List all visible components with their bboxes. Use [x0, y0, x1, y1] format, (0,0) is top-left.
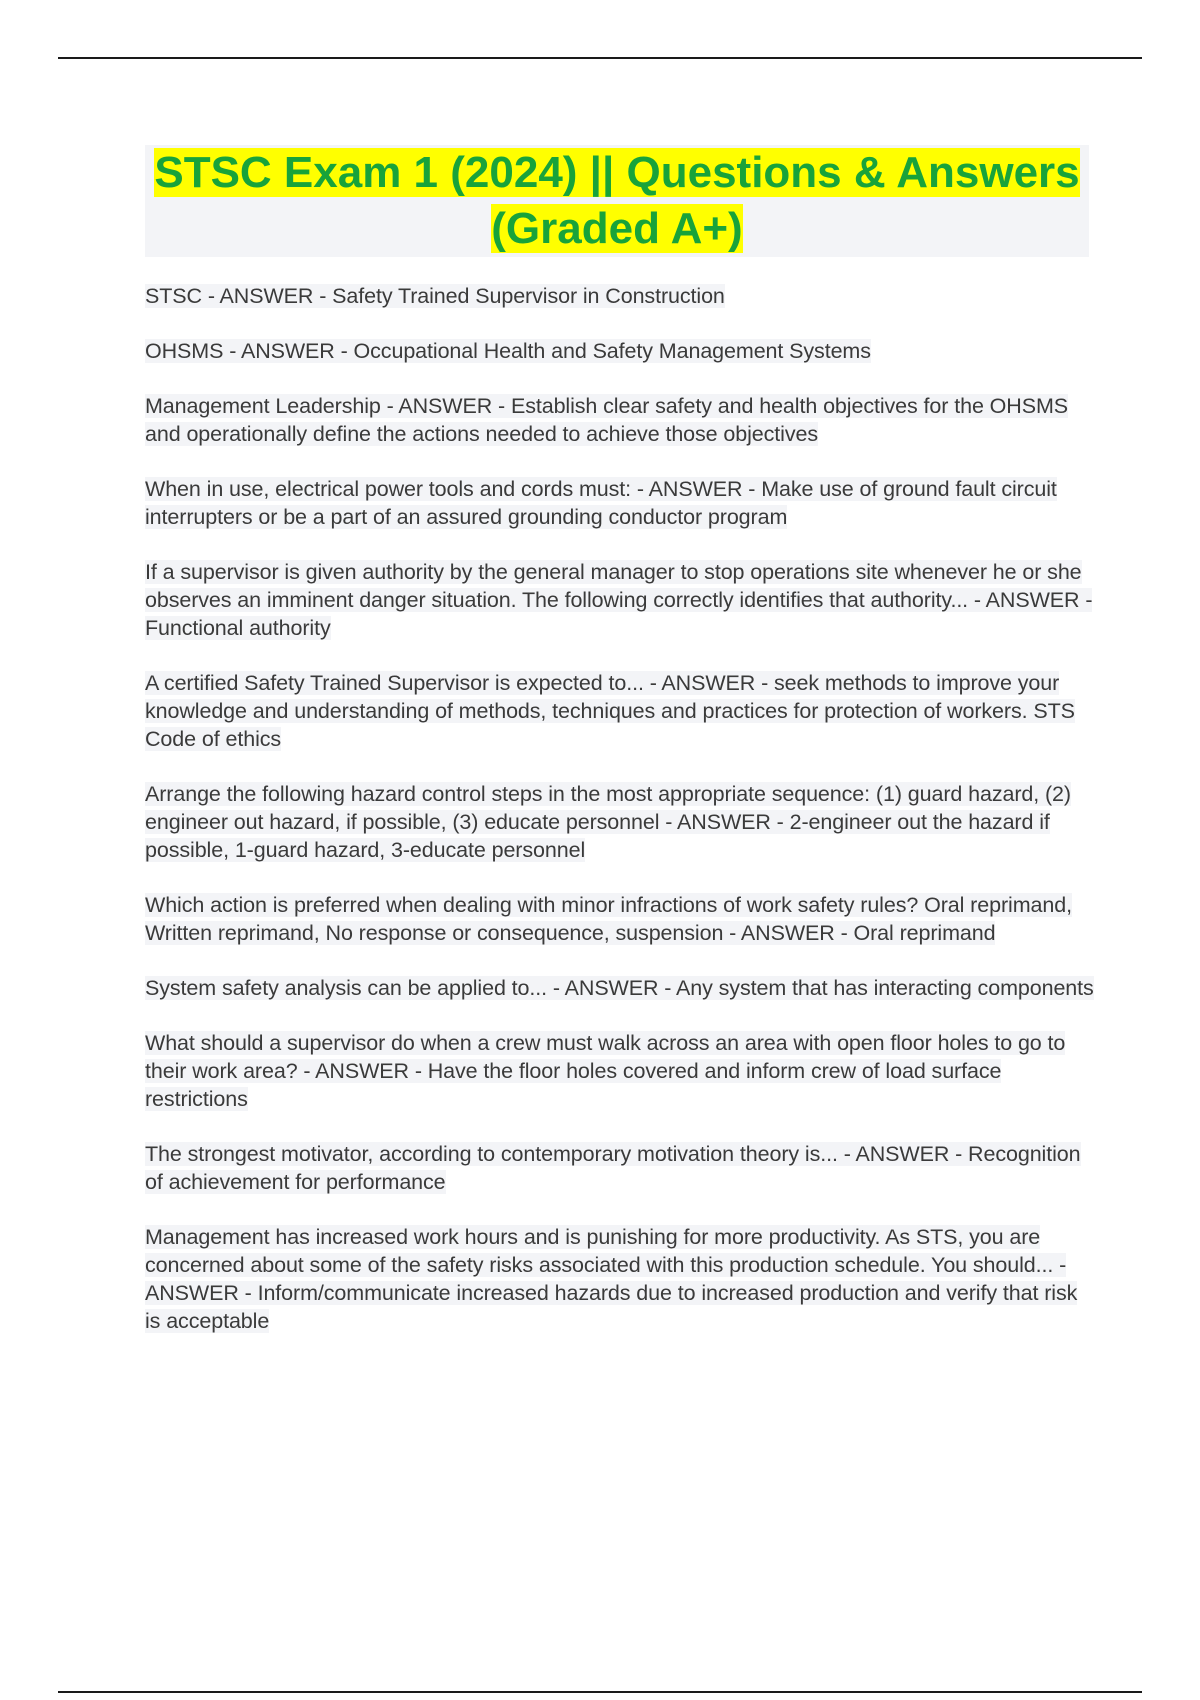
qa-item-text: A certified Safety Trained Supervisor is expected to... - ANSWER - seek methods to improve your knowledge and understanding of methods, techniques and practices for protection of workers. STS Code of ethics [145, 671, 1075, 751]
qa-item [145, 780, 1095, 864]
qa-item [145, 891, 1095, 947]
qa-item-text: STSC - ANSWER - Safety Trained Supervisor in Construction [145, 284, 725, 308]
title-block [145, 145, 1089, 257]
qa-item [145, 1140, 1095, 1196]
qa-item-text: If a supervisor is given authority by the general manager to stop operations site whenever he or she observes an imminent danger situation. The following correctly identifies that authority... - ANSWER - Functional authority [145, 560, 1093, 640]
qa-item [145, 1223, 1095, 1335]
qa-item [145, 392, 1095, 448]
qa-item-text: Management has increased work hours and is punishing for more productivity. As STS, you are concerned about some of the safety risks associated with this production schedule. You should... - ANSWER - Inform/communicate increased hazards due to increased production and verify that risk is acceptable [145, 1225, 1078, 1333]
qa-item [145, 337, 1095, 365]
qa-item-text: When in use, electrical power tools and cords must: - ANSWER - Make use of ground fault circuit interrupters or be a part of an assured grounding conductor program [145, 477, 1057, 529]
qa-list [145, 282, 1095, 1362]
qa-item [145, 558, 1095, 642]
qa-item [145, 669, 1095, 753]
qa-item [145, 974, 1095, 1002]
qa-item-text: Management Leadership - ANSWER - Establish clear safety and health objectives for the OHSMS and operationally define the actions needed to achieve those objectives [145, 394, 1069, 446]
qa-item-text: Arrange the following hazard control steps in the most appropriate sequence: (1) guard hazard, (2) engineer out hazard, if possible, (3) educate personnel - ANSWER - 2-engineer out the hazard if possible, 1-guard hazard, 3-educate personnel [145, 782, 1071, 862]
qa-item [145, 282, 1095, 310]
qa-item [145, 1029, 1095, 1113]
top-divider [58, 57, 1142, 59]
qa-item-text: What should a supervisor do when a crew must walk across an area with open floor holes to go to their work area? - ANSWER - Have the floor holes covered and inform crew of load surface restrictions [145, 1031, 1066, 1111]
qa-item-text: The strongest motivator, according to contemporary motivation theory is... - ANSWER - Recognition of achievement for performance [145, 1142, 1081, 1194]
qa-item-text: OHSMS - ANSWER - Occupational Health and Safety Management Systems [145, 339, 871, 363]
page-title: STSC Exam 1 (2024) || Questions & Answers (Graded A+) [154, 148, 1080, 253]
bottom-divider [58, 1691, 1142, 1693]
qa-item-text: System safety analysis can be applied to... - ANSWER - Any system that has interacting components [145, 976, 1094, 1000]
qa-item [145, 475, 1095, 531]
qa-item-text: Which action is preferred when dealing with minor infractions of work safety rules? Oral reprimand, Written reprimand, No response or consequence, suspension - ANSWER - Oral reprimand [145, 893, 1072, 945]
